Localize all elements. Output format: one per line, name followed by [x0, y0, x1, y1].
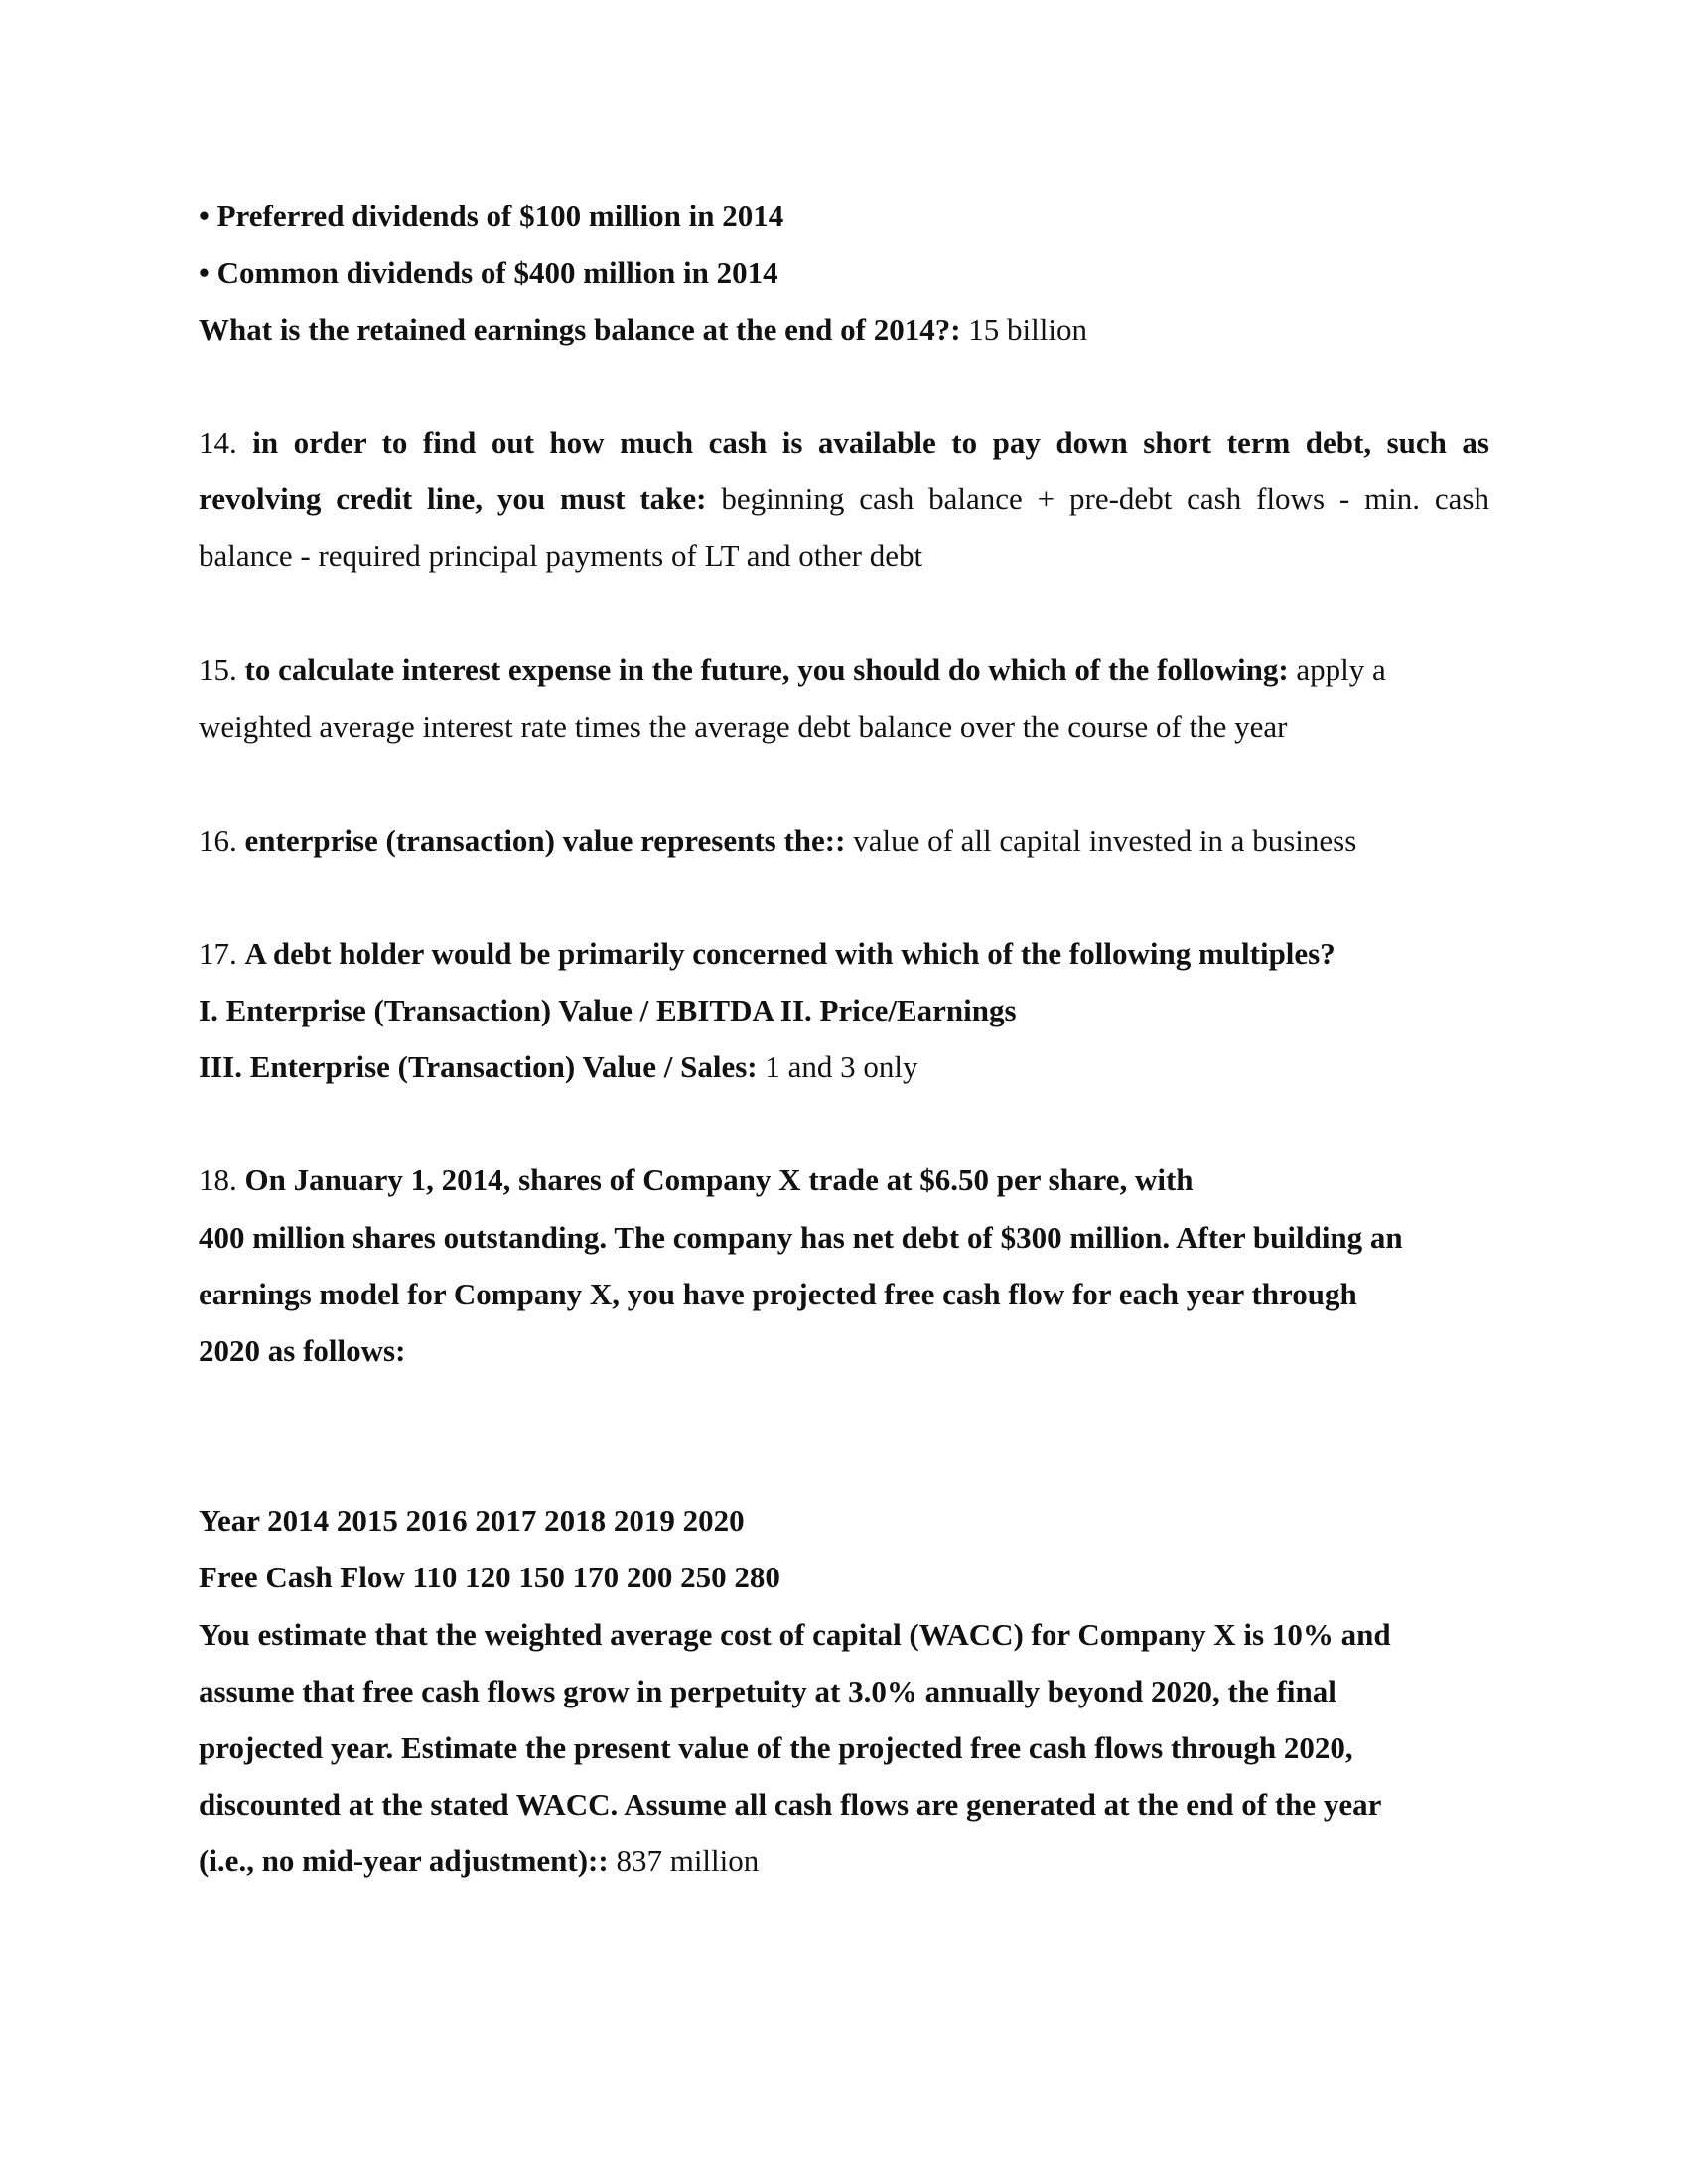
- question-13: [199, 310, 1489, 349]
- question-15-prompt: to calculate interest expense in the future, you should do which of the following:: [244, 652, 1289, 687]
- question-18-followup-line-3: projected year. Estimate the present value of the projected free cash flows through 2020,: [199, 1730, 1353, 1765]
- question-15-answer: apply a: [1288, 652, 1386, 687]
- question-18-line-2: 400 million shares outstanding. The company has net debt of $300 million. After building an: [199, 1220, 1403, 1255]
- question-16-number: 16.: [199, 823, 245, 858]
- question-17-answer: 1 and 3 only: [757, 1049, 918, 1084]
- question-18-followup-line-2: assume that free cash flows grow in perpetuity at 3.0% annually beyond 2020, the final: [199, 1674, 1336, 1708]
- question-17-line-1: [199, 934, 1489, 974]
- question-18-followup-line-5: (i.e., no mid-year adjustment):: 837 million: [199, 1843, 760, 1878]
- fcf-table-values-row: Free Cash Flow 110 120 150 170 200 250 280: [199, 1560, 780, 1594]
- document-page: [199, 0, 1489, 2184]
- fcf-table-years-row: Year 2014 2015 2016 2017 2018 2019 2020: [199, 1503, 745, 1538]
- question-14-answer: beginning cash balance + pre-debt cash flows - min. cash: [706, 481, 1489, 516]
- question-18-followup-line-4: discounted at the stated WACC. Assume all cash flows are generated at the end of the year: [199, 1787, 1382, 1822]
- question-17-line-2: I. Enterprise (Transaction) Value / EBITDA II. Price/Earnings: [199, 993, 1017, 1027]
- bullet-preferred-dividends: • Preferred dividends of $100 million in 2014: [199, 199, 784, 233]
- question-17-line-3: III. Enterprise (Transaction) Value / Sales: 1 and 3 only: [199, 1049, 918, 1084]
- question-13-prompt: What is the retained earnings balance at the end of 2014?:: [199, 312, 961, 346]
- question-14-line-2: revolving credit line, you must take: beginning cash balance + pre-debt cash flows - min. cash: [199, 481, 1489, 516]
- question-13-answer: 15 billion: [960, 312, 1087, 346]
- question-18-number: 18.: [199, 1162, 245, 1197]
- question-15-number: 15.: [199, 652, 245, 687]
- question-18-line-3: earnings model for Company X, you have projected free cash flow for each year through: [199, 1277, 1357, 1311]
- question-16-answer: value of all capital invested in a business: [845, 823, 1357, 858]
- question-17-prompt: A debt holder would be primarily concerned with which of the following multiples?: [244, 936, 1336, 971]
- question-16-prompt: enterprise (transaction) value represents the::: [244, 823, 846, 858]
- question-14-number: 14.: [199, 425, 253, 460]
- question-14-line-1: [199, 423, 1489, 463]
- question-14-line-3: balance - required principal payments of LT and other debt: [199, 538, 923, 573]
- question-17-number: 17.: [199, 936, 245, 971]
- question-18-line-1: [199, 1160, 1489, 1200]
- question-18-prompt: On January 1, 2014, shares of Company X trade at $6.50 per share, with: [244, 1162, 1194, 1197]
- question-18-answer: 837 million: [608, 1843, 760, 1878]
- question-18-line-4: 2020 as follows:: [199, 1333, 406, 1368]
- bullet-common-dividends: • Common dividends of $400 million in 2014: [199, 255, 778, 290]
- question-15-line-1: [199, 650, 1489, 690]
- question-16: [199, 821, 1489, 861]
- question-14-prompt: in order to find out how much cash is available to pay down short term debt, such as: [252, 425, 1489, 460]
- question-18-followup-line-1: You estimate that the weighted average cost of capital (WACC) for Company X is 10% and: [199, 1617, 1391, 1652]
- question-15-line-2: weighted average interest rate times the average debt balance over the course of the year: [199, 709, 1288, 744]
